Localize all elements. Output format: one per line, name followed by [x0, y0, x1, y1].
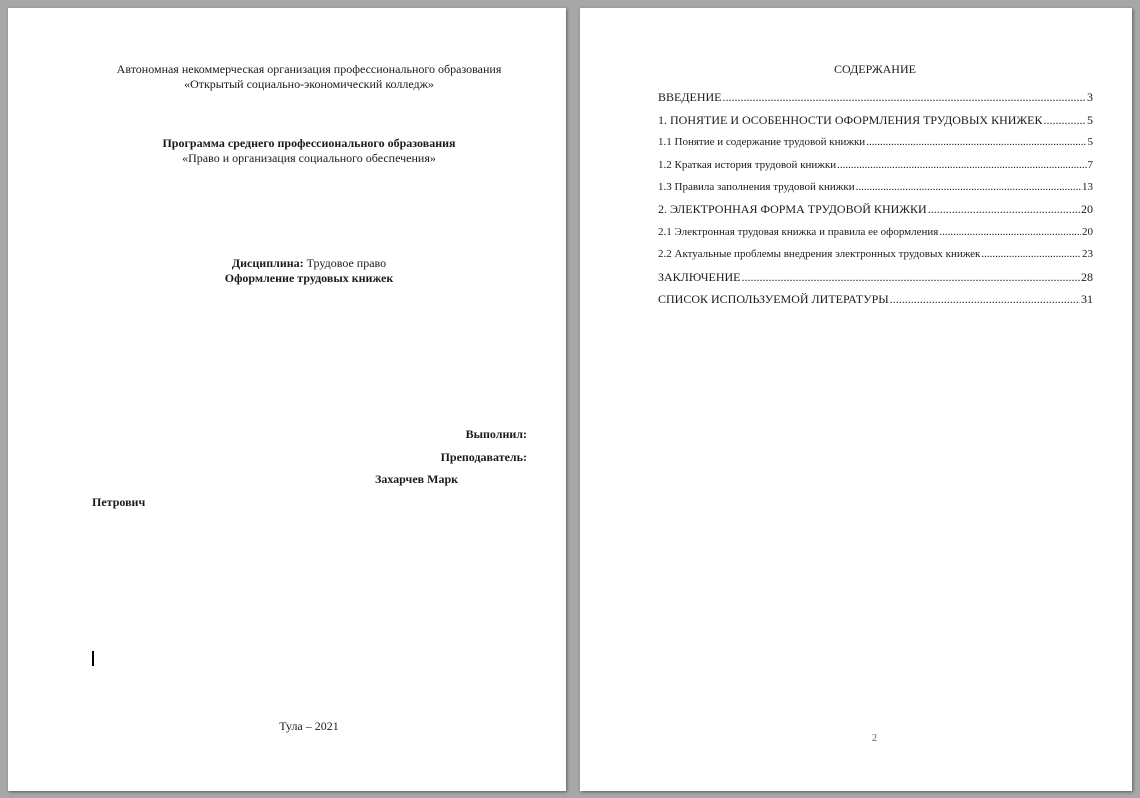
toc-entry[interactable] — [658, 284, 1093, 306]
toc-entry[interactable] — [658, 216, 1093, 238]
toc-entry-page: 3 — [1087, 90, 1093, 105]
toc-entry-title: ВВЕДЕНИЕ — [658, 90, 722, 105]
program-block — [8, 136, 610, 166]
title-page — [8, 8, 566, 791]
toc-entry-page: 13 — [1082, 180, 1093, 193]
toc-entry-page: 31 — [1081, 291, 1093, 306]
toc-entry-page: 5 — [1087, 112, 1093, 127]
toc-dot-leader — [837, 158, 1086, 172]
toc-entry-title: 2.2 Актуальные проблемы внедрения электронных трудовых книжек — [658, 248, 981, 261]
page-number: 2 — [872, 733, 877, 744]
contents-page — [580, 8, 1132, 791]
toc-entry-title: 1.1 Понятие и содержание трудовой книжки — [658, 136, 866, 149]
teacher-name-last: Петрович — [92, 495, 146, 509]
toc-entry-title: СПИСОК ИСПОЛЬЗУЕМОЙ ЛИТЕРАТУРЫ — [658, 291, 889, 306]
topic-title: Оформление трудовых книжек — [224, 271, 394, 285]
teacher-name-first: Захарчев Марк — [375, 472, 459, 486]
toc-dot-leader — [866, 135, 1086, 149]
toc-entry[interactable] — [658, 239, 1093, 261]
toc-dot-leader — [742, 270, 1081, 284]
discipline-label: Дисциплина: — [231, 256, 304, 270]
city-year: Тула – 2021 — [279, 719, 339, 733]
toc-entry[interactable] — [658, 127, 1093, 149]
discipline-value: Трудовое право — [306, 256, 387, 270]
discipline-block — [8, 256, 610, 286]
toc-entry-title: ЗАКЛЮЧЕНИЕ — [658, 269, 741, 284]
toc-dot-leader — [939, 225, 1081, 239]
toc-dot-leader — [981, 247, 1081, 261]
toc-title: СОДЕРЖАНИЕ — [834, 62, 916, 76]
organization-line-1: Автономная некоммерческая организация профессионального образования — [116, 62, 502, 76]
toc-entry-title: 1.3 Правила заполнения трудовой книжки — [658, 180, 855, 193]
teacher-label: Преподаватель: — [440, 450, 527, 464]
toc-entry[interactable] — [658, 82, 1093, 104]
toc-entry[interactable] — [658, 194, 1093, 216]
toc-entry-page: 23 — [1082, 248, 1093, 261]
toc-dot-leader — [856, 180, 1081, 194]
text-cursor[interactable] — [92, 651, 94, 666]
toc-entry-page: 28 — [1081, 269, 1093, 284]
toc-entry[interactable] — [658, 172, 1093, 194]
table-of-contents — [658, 82, 1093, 306]
toc-dot-leader — [723, 90, 1086, 104]
toc-entry-title: 2. ЭЛЕКТРОННАЯ ФОРМА ТРУДОВОЙ КНИЖКИ — [658, 202, 927, 217]
toc-dot-leader — [1044, 113, 1087, 127]
discipline-line — [8, 256, 610, 271]
program-name: «Право и организация социального обеспечения» — [182, 151, 436, 165]
toc-entry[interactable] — [658, 149, 1093, 171]
toc-entry-page: 20 — [1081, 202, 1093, 217]
toc-entry[interactable] — [658, 104, 1093, 126]
toc-entry-page: 20 — [1082, 225, 1093, 238]
completed-by-label: Выполнил: — [465, 427, 527, 441]
toc-entry-page: 7 — [1087, 158, 1093, 171]
toc-entry[interactable] — [658, 261, 1093, 283]
organization-block — [8, 62, 610, 92]
organization-line-2: «Открытый социально-экономический колледж» — [184, 77, 434, 91]
toc-dot-leader — [890, 292, 1080, 306]
toc-dot-leader — [928, 202, 1080, 216]
toc-entry-title: 1.2 Краткая история трудовой книжки — [658, 158, 837, 171]
toc-entry-title: 2.1 Электронная трудовая книжка и правила ее оформления — [658, 225, 939, 238]
toc-entry-page: 5 — [1087, 136, 1093, 149]
program-title: Программа среднего профессионального образования — [162, 136, 456, 150]
toc-entry-title: 1. ПОНЯТИЕ И ОСОБЕННОСТИ ОФОРМЛЕНИЯ ТРУДОВЫХ КНИЖЕК — [658, 112, 1043, 127]
